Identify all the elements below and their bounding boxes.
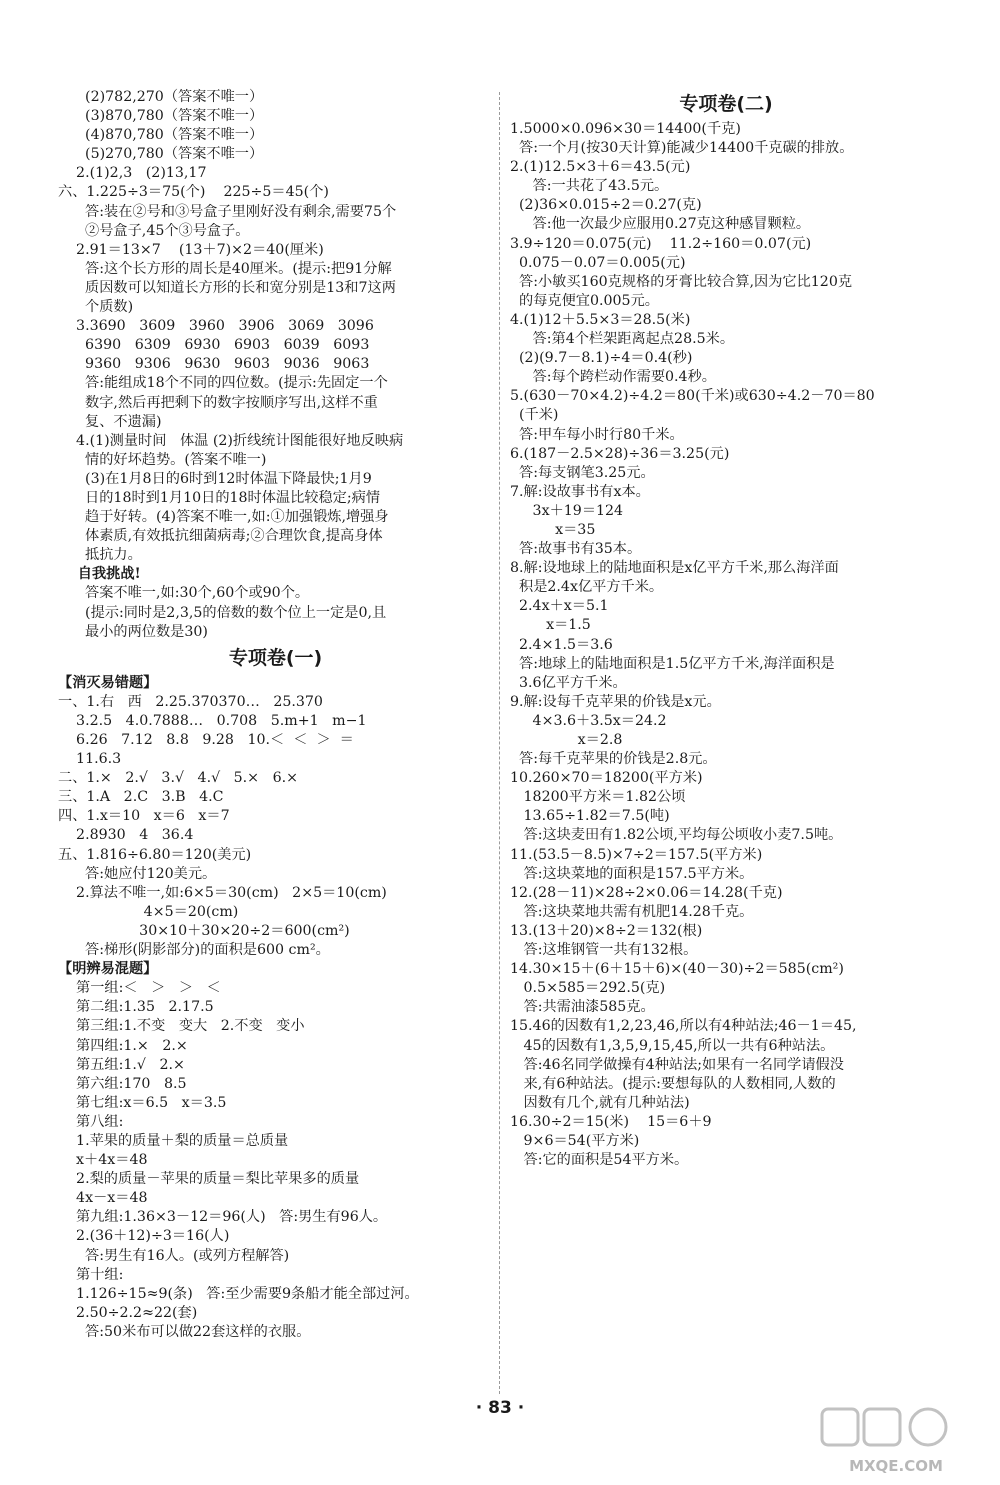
answer-line: 2.(1)2,3 (2)13,17: [58, 165, 207, 182]
answer-line: 个质数): [58, 299, 134, 316]
page-number: · 83 ·: [475, 1398, 525, 1418]
answer-line: 答:男生有16人。(或列方程解答): [58, 1247, 290, 1264]
answer-line: 3.6亿平方千米。: [510, 674, 627, 691]
answer-line: 五、1.816÷6.80＝120(美元): [58, 846, 252, 863]
answer-line: 8.解:设地球上的陆地面积是x亿平方千米,那么海洋面: [510, 560, 839, 577]
answer-line: 第二组:1.35 2.17.5: [58, 999, 214, 1016]
answer-line: (2)782,270（答案不唯一）: [58, 89, 264, 105]
answer-line: 3.9÷120＝0.075(元) 11.2÷160＝0.07(元): [510, 235, 812, 252]
answer-line: 抵抗力。: [58, 547, 142, 564]
section-heading: 【明辨易混题】: [58, 961, 158, 978]
answer-line: 4.(1)测量时间 体温 (2)折线统计图能很好地反映病: [58, 432, 404, 449]
answer-line: 9.解:设每千克苹果的价钱是x元。: [510, 693, 721, 710]
answer-line: 2.91＝13×7 (13＋7)×2＝40(厘米): [58, 241, 324, 258]
answer-line: 14.30×15＋(6＋15＋6)×(40－30)÷2＝585(cm²): [510, 961, 844, 978]
answer-line: x＝35: [510, 521, 596, 538]
answer-line: 数字,然后再把剩下的数字按顺序写出,这样不重: [58, 394, 378, 411]
answer-line: 0.5×585＝292.5(克): [510, 980, 666, 997]
answer-line: 答:故事书有35本。: [510, 541, 642, 558]
answer-line: 答:共需油漆585克。: [510, 999, 655, 1016]
answer-line: 二、1.× 2.√ 3.√ 4.√ 5.× 6.×: [58, 770, 299, 787]
answer-line: 答:一个月(按30天计算)能减少14400千克碳的排放。: [510, 140, 854, 157]
answer-line: 9×6＝54(平方米): [510, 1132, 640, 1149]
answer-line: 2.4x＋x＝5.1: [510, 598, 609, 615]
answer-line: 答案不唯一,如:30个,60个或90个。: [58, 585, 310, 602]
answer-line: 答:这堆钢管一共有132根。: [510, 942, 698, 959]
answer-line: 0.075－0.07＝0.005(元): [510, 254, 686, 271]
answer-line: 答:这块菜地的面积是157.5平方米。: [510, 865, 754, 882]
answer-line: 6.26 7.12 8.8 9.28 10.＜ ＜ ＞ ＝: [58, 732, 354, 748]
section-heading: 自我挑战!: [58, 566, 141, 583]
answer-line: 1.126÷15≈9(条) 答:至少需要9条船才能全部过河。: [58, 1285, 419, 1302]
answer-line: 因数有几个,就有几种站法): [510, 1094, 690, 1111]
answer-line: 18200平方米＝1.82公顷: [510, 789, 686, 806]
answer-line: 六、1.225÷3＝75(个) 225÷5＝45(个): [58, 184, 329, 201]
answer-line: 答:小敏买160克规格的牙膏比较合算,因为它比120克: [510, 273, 853, 290]
answer-line: 的每克便宜0.005元。: [510, 292, 659, 309]
answer-line: 答:它的面积是54平方米。: [510, 1152, 689, 1169]
answer-line: 答:这块菜地共需有机肥14.28千克。: [510, 903, 754, 920]
answer-line: 13.65÷1.82＝7.5(吨): [510, 808, 670, 825]
answer-line: (3)870,780（答案不唯一）: [58, 108, 264, 125]
answer-line: 15.46的因数有1,2,23,46,所以有4种站法;46－1＝45,: [510, 1018, 857, 1035]
answer-line: 第九组:1.36×3－12＝96(人) 答:男生有96人。: [58, 1209, 388, 1226]
answer-line: ②号盒子,45个③号盒子。: [58, 222, 250, 239]
answer-line: 答:能组成18个不同的四位数。(提示:先固定一个: [58, 375, 388, 392]
answer-line: 第五组:1.√ 2.×: [58, 1056, 185, 1073]
answer-line: 4x－x＝48: [58, 1190, 148, 1207]
answer-line: 最小的两位数是30): [58, 623, 208, 640]
answer-line: 答:每支钢笔3.25元。: [510, 464, 655, 481]
answer-line: 2.50÷2.2≈22(套): [58, 1304, 198, 1321]
answer-line: 答:50米布可以做22套这样的衣服。: [58, 1323, 311, 1340]
right-column: [510, 88, 942, 1170]
answer-line: 答:第4个栏架距离起点28.5米。: [510, 331, 735, 348]
answer-line: 1.苹果的质量＋梨的质量＝总质量: [58, 1132, 289, 1149]
answer-line: 质因数可以知道长方形的长和宽分别是13和7这两: [58, 279, 396, 296]
answer-line: 11.(53.5－8.5)×7÷2＝157.5(平方米): [510, 846, 763, 863]
answer-line: 4×3.6＋3.5x＝24.2: [510, 712, 667, 729]
section-title: 专项卷(二): [679, 93, 773, 115]
answer-line: 答:梯形(阴影部分)的面积是600 cm²。: [58, 942, 330, 959]
answer-line: 第四组:1.× 2.×: [58, 1037, 188, 1054]
answer-line: 答:他一次最少应服用0.27克这种感冒颗粒。: [510, 216, 811, 233]
answer-line: 2.(1)12.5×3＋6＝43.5(元): [510, 159, 691, 176]
answer-line: 13.(13＋20)×8÷2＝132(根): [510, 922, 703, 939]
answer-line: 6390 6309 6930 6903 6039 6093: [58, 337, 370, 354]
answer-line: 5.(630－70×4.2)÷4.2＝80(千米)或630÷4.2－70＝80: [510, 388, 875, 405]
answer-line: 四、1.x＝10 x＝6 x＝7: [58, 808, 230, 825]
answer-line: 10.260×70＝18200(平方米): [510, 770, 703, 787]
answer-line: 积是2.4x亿平方千米。: [510, 579, 664, 596]
watermark-domain: MXQE.COM: [849, 1457, 943, 1475]
section-title: 专项卷(一): [228, 646, 323, 669]
answer-line: 3.2.5 4.0.7888… 0.708 5.m+1 m−1: [58, 712, 367, 729]
answer-line: 日的18时到1月10日的18时体温比较稳定;病情: [58, 489, 381, 506]
answer-line: 复、不遗漏): [58, 413, 162, 430]
answer-line: (千米): [510, 407, 559, 424]
answer-line: 2.4×1.5＝3.6: [510, 636, 613, 653]
answer-line: 情的好坏趋势。(答案不唯一): [58, 451, 267, 468]
answer-line: 2.(36＋12)÷3＝16(人): [58, 1228, 230, 1245]
answer-line: (2)(9.7－8.1)÷4＝0.4(秒): [510, 350, 693, 367]
answer-line: 1.5000×0.096×30＝14400(千克): [510, 121, 741, 137]
answer-line: 12.(28－11)×28÷2×0.06＝14.28(千克): [510, 884, 783, 901]
answer-line: (3)在1月8日的6时到12时体温下降最快;1月9: [58, 470, 372, 487]
answer-line: 答:这块麦田有1.82公顷,平均每公顷收小麦7.5吨。: [510, 827, 843, 844]
answer-line: 答:每千克苹果的价钱是2.8元。: [510, 751, 717, 768]
answer-line: 答:她应付120美元。: [58, 865, 217, 882]
answer-line: x＝1.5: [510, 617, 591, 634]
answer-line: 30×10＋30×20÷2＝600(cm²): [58, 922, 350, 939]
answer-line: 一、1.右 西 2.25.370370… 25.370: [58, 693, 323, 710]
answer-line: 4.(1)12＋5.5×3＝28.5(米): [510, 311, 691, 328]
answer-line: 答:这个长方形的周长是40厘米。(提示:把91分解: [58, 260, 392, 277]
answer-line: 2.算法不唯一,如:6×5＝30(cm) 2×5＝10(cm): [58, 884, 387, 901]
answer-line: x＋4x＝48: [58, 1152, 148, 1169]
answer-line: 7.解:设故事书有x本。: [510, 483, 650, 500]
answer-line: (5)270,780（答案不唯一）: [58, 146, 264, 163]
section-heading: 【消灭易错题】: [58, 674, 158, 691]
answer-line: 3x＋19＝124: [510, 502, 624, 519]
left-column: [58, 88, 493, 1342]
answer-line: 第七组:x＝6.5 x＝3.5: [58, 1094, 227, 1111]
answer-line: 第八组:: [58, 1113, 124, 1130]
answer-line: 第十组:: [58, 1266, 124, 1283]
answer-line: 第六组:170 8.5: [58, 1075, 187, 1092]
answer-line: x＝2.8: [510, 732, 623, 748]
answer-line: 第三组:1.不变 变大 2.不变 变小: [58, 1018, 305, 1035]
answer-line: 16.30÷2＝15(米) 15＝6＋9: [510, 1113, 712, 1130]
answer-line: 趋于好转。(4)答案不唯一,如:①加强锻炼,增强身: [58, 509, 389, 526]
answer-line: 2.8930 4 36.4: [58, 827, 194, 844]
answer-line: 答:46名同学做操有4种站法;如果有一名同学请假没: [510, 1056, 844, 1073]
answer-line: 答:装在②号和③号盒子里刚好没有剩余,需要75个: [58, 203, 397, 220]
answer-line: 9360 9306 9630 9603 9036 9063: [58, 356, 370, 373]
watermark-logo: [816, 1405, 986, 1477]
answer-line: 答:一共花了43.5元。: [510, 178, 669, 195]
answer-line: 45的因数有1,3,5,9,15,45,所以一共有6种站法。: [510, 1037, 835, 1054]
answer-line: 4×5＝20(cm): [58, 903, 239, 920]
answer-line: 第一组:＜ ＞ ＞ ＜: [58, 980, 221, 997]
answer-line: 答:地球上的陆地面积是1.5亿平方千米,海洋面积是: [510, 655, 835, 672]
answer-line: (提示:同时是2,3,5的倍数的数个位上一定是0,且: [58, 604, 387, 621]
answer-line: 答:每个跨栏动作需要0.4秒。: [510, 369, 716, 386]
answer-line: 三、1.A 2.C 3.B 4.C: [58, 789, 224, 806]
answer-line: 答:甲车每小时行80千米。: [510, 426, 684, 443]
answer-line: 来,有6种站法。(提示:要想每队的人数相同,人数的: [510, 1075, 836, 1092]
answer-line: 3.3690 3609 3960 3906 3069 3096: [58, 318, 374, 335]
answer-line: 6.(187－2.5×28)÷36＝3.25(元): [510, 445, 730, 462]
answer-line: 体素质,有效抵抗细菌病毒;②合理饮食,提高身体: [58, 528, 383, 545]
column-divider: [499, 92, 500, 1394]
answer-line: (2)36×0.015÷2＝0.27(克): [510, 197, 702, 214]
answer-line: 2.梨的质量－苹果的质量＝梨比苹果多的质量: [58, 1171, 360, 1188]
answer-line: 11.6.3: [58, 751, 122, 768]
answer-line: (4)870,780（答案不唯一）: [58, 127, 264, 144]
